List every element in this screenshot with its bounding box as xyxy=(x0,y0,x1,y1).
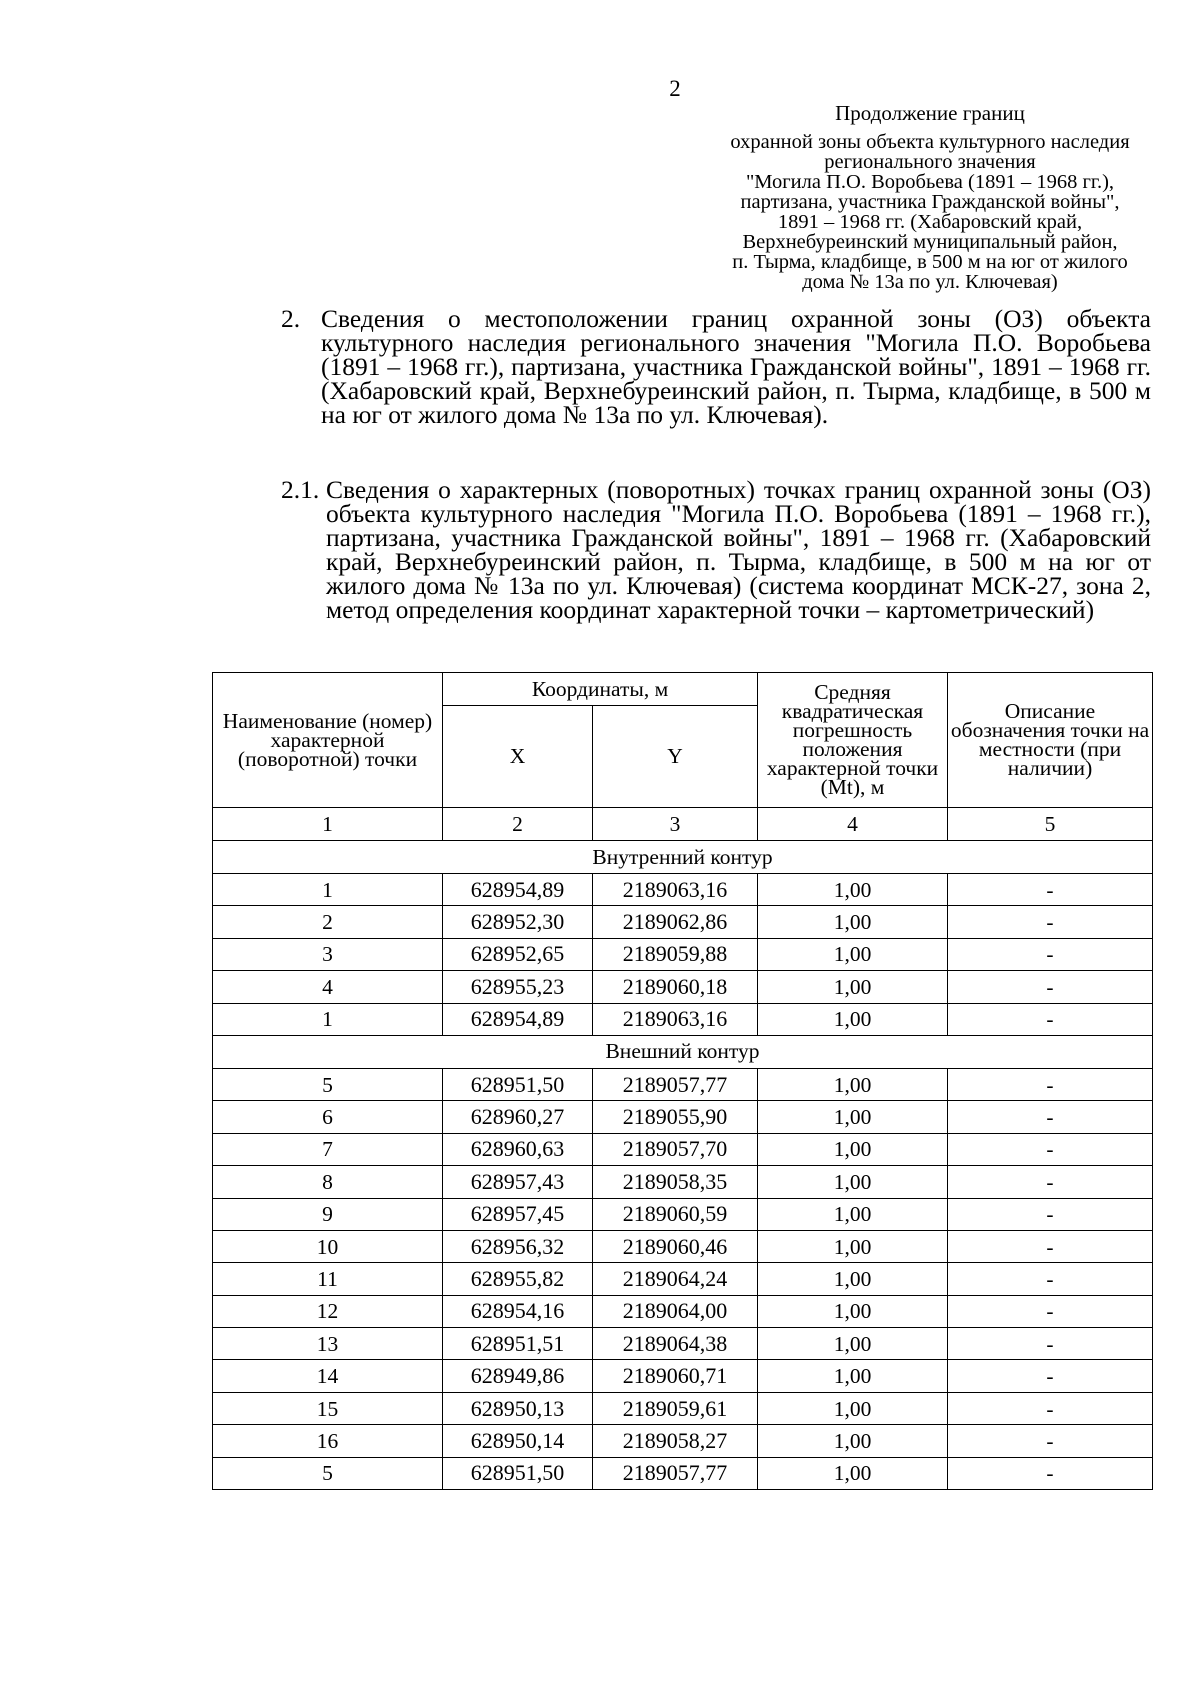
table-row xyxy=(213,1295,1153,1327)
section-2-paragraph xyxy=(281,304,1151,429)
cell-description: - xyxy=(948,1003,1153,1035)
cell-x: 628954,89 xyxy=(443,1003,593,1035)
continuation-line: Верхнебуреинский муниципальный район, xyxy=(742,231,1118,253)
cell-x: 628960,63 xyxy=(443,1133,593,1165)
cell-y: 2189063,16 xyxy=(593,1003,758,1035)
table-row xyxy=(213,1230,1153,1262)
cell-y: 2189059,88 xyxy=(593,938,758,970)
cell-mean-error: 1,00 xyxy=(758,874,948,906)
cell-y: 2189060,71 xyxy=(593,1360,758,1392)
cell-y: 2189060,46 xyxy=(593,1230,758,1262)
cell-y: 2189057,77 xyxy=(593,1068,758,1100)
cell-mean-error: 1,00 xyxy=(758,1133,948,1165)
cell-point: 5 xyxy=(213,1457,443,1489)
continuation-line: партизана, участника Гражданской войны", xyxy=(740,191,1120,213)
cell-y: 2189055,90 xyxy=(593,1101,758,1133)
cell-y: 2189059,61 xyxy=(593,1392,758,1424)
cell-mean-error: 1,00 xyxy=(758,1425,948,1457)
section-2-text: Сведения о местоположении границ охранной зоны (ОЗ) объекта культурного наследия регионального значения "Могила П.О. Воробьева (1891 – 1968 гг.), партизана, участника Гражданской войны", 1891 – 1968 гг. (Хабаровский край, Верхнебуреинский район, п. Тырма, кладбище, в 500 м на юг от жилого дома № 13а по ул. Ключевая). xyxy=(321,304,1151,429)
cell-x: 628949,86 xyxy=(443,1360,593,1392)
table-row xyxy=(213,1198,1153,1230)
header-mean-error: Средняя квадратическая погрешность положения характерной точки (Mt), м xyxy=(758,673,948,808)
cell-point: 3 xyxy=(213,938,443,970)
continuation-header xyxy=(650,100,1200,292)
cell-point: 1 xyxy=(213,874,443,906)
table-row xyxy=(213,1068,1153,1100)
cell-description: - xyxy=(948,1068,1153,1100)
cell-mean-error: 1,00 xyxy=(758,1263,948,1295)
cell-description: - xyxy=(948,1198,1153,1230)
continuation-line: 1891 – 1968 гг. (Хабаровский край, xyxy=(777,211,1083,233)
cell-x: 628951,51 xyxy=(443,1328,593,1360)
cell-x: 628954,89 xyxy=(443,874,593,906)
table-row xyxy=(213,1457,1153,1489)
cell-x: 628950,13 xyxy=(443,1392,593,1424)
contour-section-row xyxy=(213,1035,1153,1068)
column-number: 2 xyxy=(443,808,593,841)
cell-x: 628952,30 xyxy=(443,906,593,938)
cell-point: 12 xyxy=(213,1295,443,1327)
contour-title: Внешний контур xyxy=(213,1035,1153,1068)
header-description: Описание обозначения точки на местности (при наличии) xyxy=(948,673,1153,808)
cell-x: 628960,27 xyxy=(443,1101,593,1133)
header-y: Y xyxy=(593,706,758,808)
cell-x: 628951,50 xyxy=(443,1068,593,1100)
cell-y: 2189063,16 xyxy=(593,874,758,906)
contour-title: Внутренний контур xyxy=(213,841,1153,874)
cell-mean-error: 1,00 xyxy=(758,1003,948,1035)
cell-mean-error: 1,00 xyxy=(758,1360,948,1392)
cell-mean-error: 1,00 xyxy=(758,1101,948,1133)
cell-point: 7 xyxy=(213,1133,443,1165)
table-row xyxy=(213,971,1153,1003)
cell-description: - xyxy=(948,906,1153,938)
table-row xyxy=(213,1328,1153,1360)
cell-y: 2189064,38 xyxy=(593,1328,758,1360)
cell-y: 2189062,86 xyxy=(593,906,758,938)
cell-y: 2189057,70 xyxy=(593,1133,758,1165)
table-row xyxy=(213,1101,1153,1133)
table-row xyxy=(213,1392,1153,1424)
column-number: 4 xyxy=(758,808,948,841)
table-row xyxy=(213,938,1153,970)
cell-y: 2189064,00 xyxy=(593,1295,758,1327)
cell-y: 2189057,77 xyxy=(593,1457,758,1489)
cell-point: 6 xyxy=(213,1101,443,1133)
coordinates-table xyxy=(212,672,1153,1490)
cell-y: 2189058,27 xyxy=(593,1425,758,1457)
cell-description: - xyxy=(948,1101,1153,1133)
table-row xyxy=(213,1360,1153,1392)
cell-y: 2189058,35 xyxy=(593,1166,758,1198)
table-row xyxy=(213,906,1153,938)
page-number: 2 xyxy=(669,76,681,101)
table-body xyxy=(213,808,1153,1490)
table-row xyxy=(213,1003,1153,1035)
continuation-line: охранной зоны объекта культурного наследия xyxy=(730,131,1130,153)
cell-description: - xyxy=(948,1230,1153,1262)
continuation-line: регионального значения xyxy=(824,151,1036,173)
continuation-line: "Могила П.О. Воробьева (1891 – 1968 гг.), xyxy=(745,171,1115,193)
column-number-row xyxy=(213,808,1153,841)
cell-mean-error: 1,00 xyxy=(758,1295,948,1327)
cell-mean-error: 1,00 xyxy=(758,1198,948,1230)
cell-mean-error: 1,00 xyxy=(758,938,948,970)
cell-description: - xyxy=(948,874,1153,906)
cell-point: 10 xyxy=(213,1230,443,1262)
cell-x: 628951,50 xyxy=(443,1457,593,1489)
cell-point: 15 xyxy=(213,1392,443,1424)
cell-mean-error: 1,00 xyxy=(758,1230,948,1262)
section-2-1-number: 2.1. xyxy=(281,475,320,504)
header-coordinates: Координаты, м xyxy=(443,673,758,706)
cell-x: 628952,65 xyxy=(443,938,593,970)
cell-description: - xyxy=(948,1392,1153,1424)
cell-mean-error: 1,00 xyxy=(758,1328,948,1360)
column-number: 3 xyxy=(593,808,758,841)
column-number: 5 xyxy=(948,808,1153,841)
cell-x: 628956,32 xyxy=(443,1230,593,1262)
continuation-line: дома № 13а по ул. Ключевая) xyxy=(802,271,1058,293)
cell-y: 2189064,24 xyxy=(593,1263,758,1295)
cell-point: 2 xyxy=(213,906,443,938)
cell-x: 628957,45 xyxy=(443,1198,593,1230)
cell-y: 2189060,18 xyxy=(593,971,758,1003)
cell-x: 628957,43 xyxy=(443,1166,593,1198)
column-number: 1 xyxy=(213,808,443,841)
cell-mean-error: 1,00 xyxy=(758,1166,948,1198)
cell-description: - xyxy=(948,1133,1153,1165)
cell-point: 4 xyxy=(213,971,443,1003)
cell-x: 628955,82 xyxy=(443,1263,593,1295)
cell-point: 13 xyxy=(213,1328,443,1360)
table-row xyxy=(213,1166,1153,1198)
header-x: X xyxy=(443,706,593,808)
section-2-1-text: Сведения о характерных (поворотных) точках границ охранной зоны (ОЗ) объекта культурного наследия "Могила П.О. Воробьева (1891 – 1968 гг.), партизана, участника Гражданской войны", 1891 – 1968 гг. (Хабаровский край, Верхнебуреинский район, п. Тырма, кладбище, в 500 м на юг от жилого дома № 13а по ул. Ключевая) (система координат МСК-27, зона 2, метод определения координат характерной точки – картометрический) xyxy=(326,475,1151,624)
contour-section-row xyxy=(213,841,1153,874)
cell-mean-error: 1,00 xyxy=(758,906,948,938)
cell-description: - xyxy=(948,1457,1153,1489)
cell-mean-error: 1,00 xyxy=(758,971,948,1003)
cell-description: - xyxy=(948,1263,1153,1295)
section-2-number: 2. xyxy=(281,304,301,333)
cell-point: 1 xyxy=(213,1003,443,1035)
cell-mean-error: 1,00 xyxy=(758,1392,948,1424)
continuation-title: Продолжение границ xyxy=(835,101,1025,125)
cell-y: 2189060,59 xyxy=(593,1198,758,1230)
cell-point: 8 xyxy=(213,1166,443,1198)
section-2-1-paragraph xyxy=(281,475,1151,624)
cell-description: - xyxy=(948,1360,1153,1392)
table-row xyxy=(213,874,1153,906)
header-point-name: Наименование (номер) характерной (поворотной) точки xyxy=(213,673,443,808)
cell-x: 628955,23 xyxy=(443,971,593,1003)
cell-mean-error: 1,00 xyxy=(758,1457,948,1489)
cell-x: 628950,14 xyxy=(443,1425,593,1457)
cell-description: - xyxy=(948,1295,1153,1327)
continuation-line: п. Тырма, кладбище, в 500 м на юг от жилого xyxy=(732,251,1128,273)
cell-point: 11 xyxy=(213,1263,443,1295)
table-row xyxy=(213,1425,1153,1457)
cell-description: - xyxy=(948,1425,1153,1457)
cell-description: - xyxy=(948,938,1153,970)
cell-mean-error: 1,00 xyxy=(758,1068,948,1100)
cell-point: 16 xyxy=(213,1425,443,1457)
cell-description: - xyxy=(948,971,1153,1003)
table-row xyxy=(213,1263,1153,1295)
cell-description: - xyxy=(948,1328,1153,1360)
cell-point: 9 xyxy=(213,1198,443,1230)
cell-description: - xyxy=(948,1166,1153,1198)
table-row xyxy=(213,1133,1153,1165)
cell-x: 628954,16 xyxy=(443,1295,593,1327)
cell-point: 5 xyxy=(213,1068,443,1100)
cell-point: 14 xyxy=(213,1360,443,1392)
